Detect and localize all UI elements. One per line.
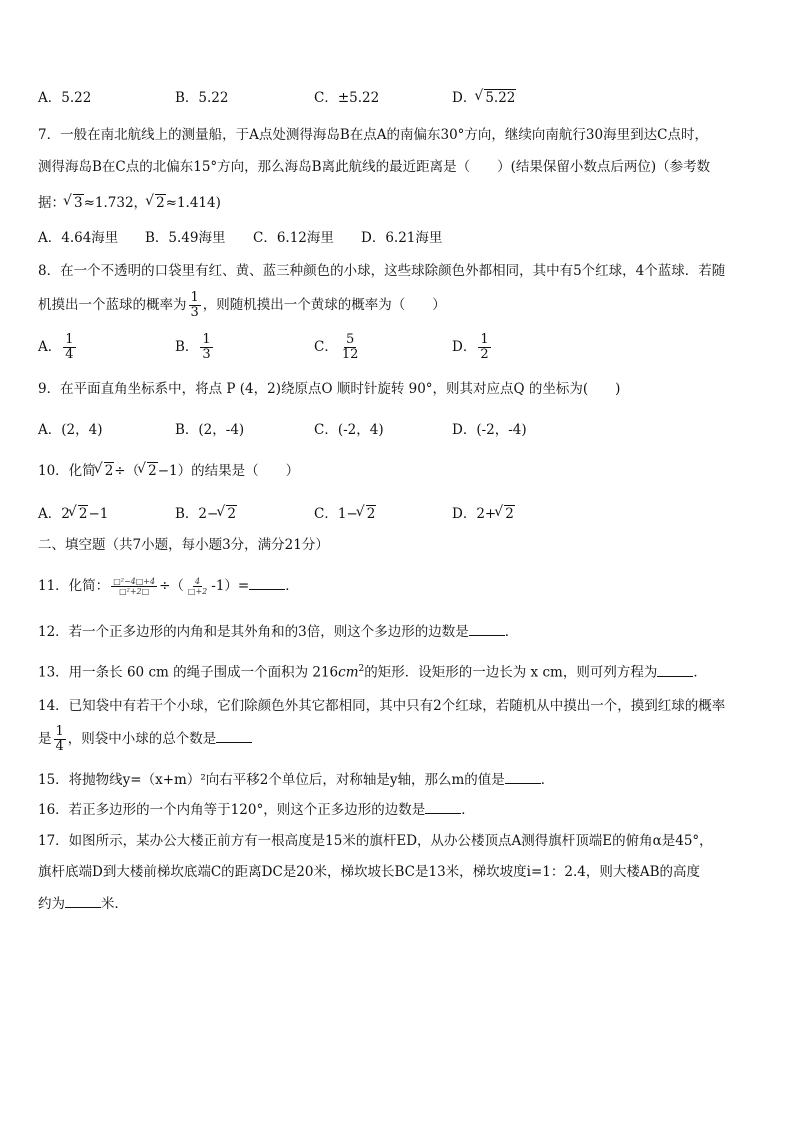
q14-line-1: 14．已知袋中有若干个小球，它们除颜色外其它都相同，其中只有2个红球，若随机从中摸出一个，摸到红球的概率 [38,698,726,714]
q10-radicand-2: 2 [148,463,157,479]
option-pre: 2− [198,506,219,522]
q10-mid: ÷（ [114,463,140,479]
q8-option-b [175,332,215,362]
answer-blank[interactable] [469,623,505,636]
answer-blank[interactable] [657,664,693,677]
q12-end: ． [504,624,519,640]
option-radicand: 2 [78,506,88,522]
q9-option-a: A．(2，4) [38,422,103,438]
fraction-denominator: 4 [65,347,74,362]
sqrt-symbol [139,461,158,481]
answer-blank[interactable] [65,895,101,908]
q9-option-d: D．(-2，-4) [452,422,527,438]
q8-line-1: 8．在一个不透明的口袋里有红、黄、蓝三种颜色的小球，这些球除颜色外都相同，其中有5个红球，4个蓝球．若随 [38,263,726,279]
q7-option-a: A．4.64海里 [38,230,119,246]
q7-line-2: 测得海岛B在C点的北偏东15°方向，那么海岛B离此航线的最近距离是（ ）(结果保留小数点后两位)（参考数 [38,159,711,175]
q10-prefix: 10．化简 [38,463,96,479]
fraction-denominator: □+2 [187,587,208,596]
fraction [189,291,201,320]
q11-end: ． [285,578,299,594]
fraction-numerator: 4 [195,577,201,586]
q9-option-c: C．(-2，4) [314,422,384,438]
q6-option-c: C．±5.22 [314,90,380,106]
q9-option-b: B．(2，-4) [175,422,245,438]
q9-line: 9．在平面直角坐标系中，将点 P (4，2)绕原点O 顺时针旋转 90°，则其对应点Q 的坐标为( ) [38,381,621,397]
q10-line [38,461,299,481]
fraction-numerator: 1 [480,332,489,347]
fraction [340,333,361,362]
q10-option-b [175,504,237,524]
q11-operator: ÷（ [159,578,184,594]
q16-line [38,800,475,820]
q10-option-d [452,504,515,524]
answer-blank[interactable] [425,801,461,814]
q6-option-a: A．5.22 [38,90,92,106]
fraction [200,333,212,362]
q11-prefix: 11．化简： [38,578,110,594]
q6-option-d-label: D． [452,90,477,106]
fraction [478,333,490,362]
q7-option-c: C．6.12海里 [253,230,334,246]
fraction-numerator: 5 [345,332,355,347]
q11-tail: -1）= [211,578,250,594]
q7-sqrt2: 2 [156,195,165,211]
fraction-numerator: 1 [190,290,199,305]
q6-option-d-radicand: 5.22 [485,90,516,106]
sqrt-symbol [496,504,515,524]
q12-text: 12．若一个正多边形的内角和是其外角和的3倍，则这个多边形的边数是 [38,624,469,640]
q11-line [38,572,299,600]
answer-blank[interactable] [216,730,252,743]
sqrt-symbol [147,193,166,213]
section-2-heading: 二、填空题（共7小题，每小题3分，满分21分） [38,537,329,553]
option-label: B． [175,339,199,355]
q7-sqrt3-value: ≈1.732， [83,195,148,211]
sqrt-symbol [70,504,89,524]
option-pre: 2+ [476,506,497,522]
fraction-denominator: 2 [480,347,489,362]
q8-line-2-suffix: ，则随机摸出一个黄球的概率为（ ） [202,297,446,313]
sqrt-symbol [358,504,377,524]
q7-option-d: D．6.21海里 [361,230,443,246]
q8-line-2 [38,290,446,320]
option-label: D． [452,339,477,355]
q14-prefix: 是 [38,731,52,747]
q13-mid: 的矩形．设矩形的一边长为 x cm，则可列方程为 [364,664,658,681]
q7-data-prefix: 据： [38,195,65,211]
q16-end: ． [461,802,475,818]
fraction [186,577,209,596]
fraction-denominator: 3 [202,347,211,362]
q6-option-b: B．5.22 [175,90,229,106]
sqrt-symbol [476,88,516,108]
option-pre: 1− [337,506,358,522]
q17-prefix: 约为 [38,896,65,912]
q7-sqrt2-value: ≈1.414) [165,195,221,211]
q16-text: 16．若正多边形的一个内角等于120°，则这个正多边形的边数是 [38,802,426,818]
option-pre: 2 [61,506,70,522]
q7-sqrt3: 3 [74,195,83,211]
q13-exponent: 2 [358,664,365,674]
q6-option-d [452,88,516,108]
fraction-numerator: 1 [55,724,64,739]
option-radicand: 2 [505,506,514,522]
fraction-numerator: □²−4□+4 [113,577,156,586]
q15-text: 15．将抛物线y=（x+m）²向右平移2个单位后，对称轴是y轴，那么m的值是 [38,772,505,788]
q17-line-1: 17．如图所示，某办公大楼正前方有一根高度是15米的旗杆ED，从办公楼顶点A测得旗杆顶端E的俯角α是45°， [38,833,713,849]
q15-line [38,770,554,790]
q13-end: ． [693,664,707,681]
q10-radicand-1: 2 [104,463,114,479]
option-radicand: 2 [366,506,376,522]
option-label: C． [314,506,338,522]
q7-line-1: 7．一般在南北航线上的测量船，于A点处测得海岛B在点A的南偏东30°方向，继续向南航行30海里到达C点时， [38,127,708,143]
q10-option-a [38,504,108,524]
option-label: C． [314,339,338,355]
q13-prefix: 13．用一条长 60 cm 的绳子围成一个面积为 216 [38,664,339,681]
q17-suffix: 米． [101,896,128,912]
q12-line [38,622,518,642]
q13-unit: cm [338,664,359,681]
q10-option-c [314,504,376,524]
q7-option-b: B．5.49海里 [145,230,226,246]
option-radicand: 2 [227,506,236,522]
q8-option-a [38,332,78,362]
q17-line-2: 旗杆底端D到大楼前梯坎底端C的距离DC是20米，梯坎坡长BC是13米，梯坎坡度i=1：2.4，则大楼AB的高度 [38,864,701,880]
option-post: −1 [88,506,109,522]
sqrt-symbol [65,193,84,213]
sqrt-symbol [218,504,237,524]
sqrt-symbol [96,461,115,481]
answer-blank[interactable] [249,577,285,590]
q7-line-3 [38,193,221,213]
q14-suffix: ，则袋中小球的总个数是 [67,731,217,747]
q15-end: ． [540,772,555,788]
option-label: A． [38,506,62,522]
q8-option-d [452,332,493,362]
q10-tail: −1）的结果是（ ） [157,463,300,479]
fraction [111,577,157,596]
q14-line-2 [38,724,252,754]
fraction-numerator: 1 [65,332,74,347]
fraction-denominator: 3 [190,305,199,320]
q8-line-2-prefix: 机摸出一个蓝球的概率为 [38,297,187,313]
option-label: B． [175,506,199,522]
fraction [54,725,66,754]
q8-option-c [314,332,362,362]
fraction-numerator: 1 [202,332,211,347]
option-label: D． [452,506,477,522]
fraction-denominator: □²+2□ [119,587,150,596]
option-label: A． [38,339,62,355]
answer-blank[interactable] [505,771,541,784]
fraction-denominator: 4 [55,739,64,754]
q17-line-3 [38,894,128,914]
fraction [63,333,75,362]
fraction-denominator: 12 [341,347,359,362]
q13-line [38,659,707,683]
